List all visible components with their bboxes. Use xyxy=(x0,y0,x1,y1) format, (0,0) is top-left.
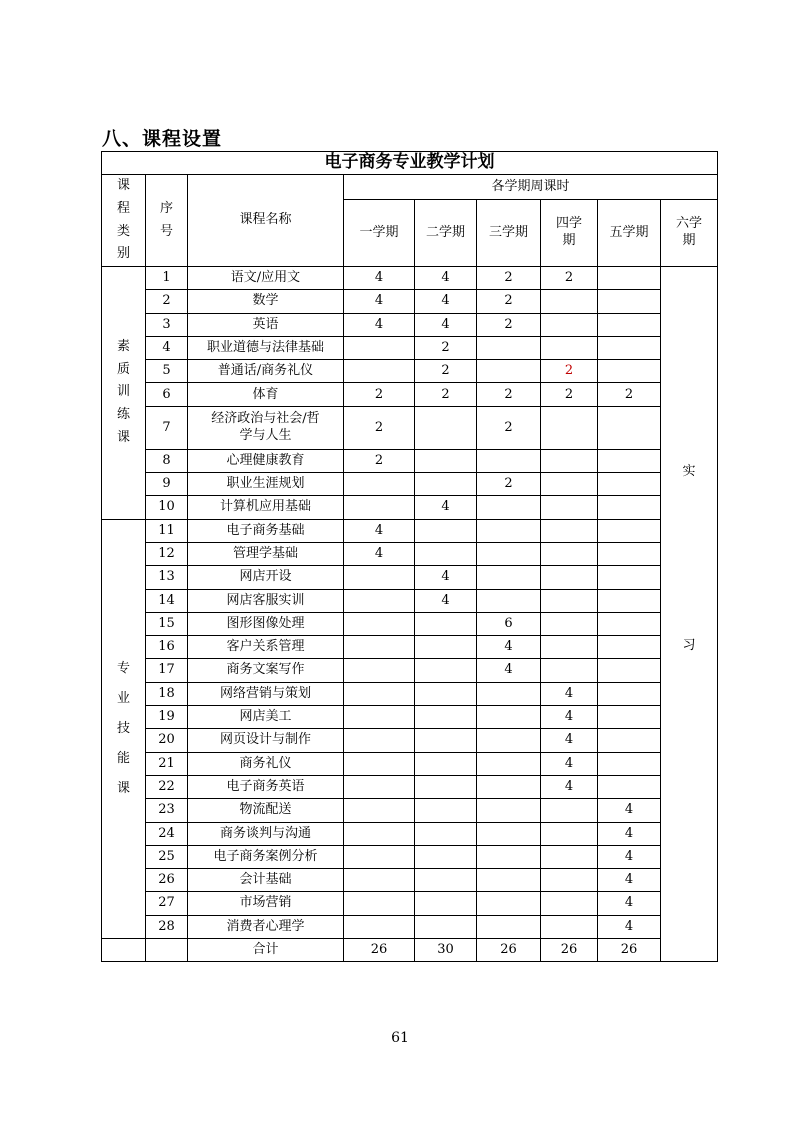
course-name: 管理学基础 xyxy=(188,542,344,565)
hours-semester-5 xyxy=(598,636,661,659)
hours-semester-4 xyxy=(541,799,598,822)
row-number: 6 xyxy=(146,383,188,406)
hours-semester-2 xyxy=(415,659,477,682)
row-number: 20 xyxy=(146,729,188,752)
total-semester-3: 26 xyxy=(477,939,541,962)
hours-semester-5 xyxy=(598,406,661,449)
total-label: 合计 xyxy=(188,939,344,962)
total-semester-1: 26 xyxy=(344,939,415,962)
hours-semester-3 xyxy=(477,775,541,798)
hours-semester-3 xyxy=(477,752,541,775)
hours-semester-5 xyxy=(598,336,661,359)
internship-label-bottom: 习 xyxy=(682,637,696,653)
table-row xyxy=(102,752,718,775)
course-name: 网店开设 xyxy=(188,566,344,589)
hours-semester-5: 4 xyxy=(598,915,661,938)
total-empty-index xyxy=(146,939,188,962)
hours-semester-4 xyxy=(541,496,598,519)
course-name: 经济政治与社会/哲学与人生 xyxy=(188,406,344,449)
hours-semester-1: 4 xyxy=(344,542,415,565)
table-row xyxy=(102,313,718,336)
row-number: 25 xyxy=(146,845,188,868)
table-row xyxy=(102,869,718,892)
hours-semester-1: 4 xyxy=(344,267,415,290)
course-name: 电子商务案例分析 xyxy=(188,845,344,868)
hours-semester-1: 2 xyxy=(344,449,415,472)
hours-semester-5 xyxy=(598,729,661,752)
hours-semester-2 xyxy=(415,682,477,705)
hours-semester-1 xyxy=(344,799,415,822)
course-name: 商务文案写作 xyxy=(188,659,344,682)
row-number: 2 xyxy=(146,290,188,313)
row-number: 4 xyxy=(146,336,188,359)
hours-semester-5: 4 xyxy=(598,869,661,892)
table-row xyxy=(102,336,718,359)
table-row xyxy=(102,706,718,729)
teaching-plan-table xyxy=(101,151,718,962)
table-row xyxy=(102,383,718,406)
hours-semester-3 xyxy=(477,706,541,729)
hours-semester-5: 4 xyxy=(598,799,661,822)
hours-semester-1 xyxy=(344,612,415,635)
total-empty-category xyxy=(102,939,146,962)
table-row xyxy=(102,612,718,635)
hours-semester-1 xyxy=(344,752,415,775)
hours-semester-4: 4 xyxy=(541,775,598,798)
hours-semester-3 xyxy=(477,799,541,822)
hours-semester-1 xyxy=(344,566,415,589)
hours-semester-2: 4 xyxy=(415,313,477,336)
table-row xyxy=(102,496,718,519)
row-number: 22 xyxy=(146,775,188,798)
total-semester-2: 30 xyxy=(415,939,477,962)
course-name: 网页设计与制作 xyxy=(188,729,344,752)
hours-semester-2 xyxy=(415,869,477,892)
hours-semester-3 xyxy=(477,496,541,519)
hours-semester-5: 4 xyxy=(598,822,661,845)
header-semester-4: 四学期 xyxy=(541,199,598,266)
table-row xyxy=(102,542,718,565)
course-name: 计算机应用基础 xyxy=(188,496,344,519)
row-number: 21 xyxy=(146,752,188,775)
hours-semester-2 xyxy=(415,519,477,542)
course-name: 消费者心理学 xyxy=(188,915,344,938)
table-row xyxy=(102,636,718,659)
hours-semester-3: 4 xyxy=(477,636,541,659)
row-number: 11 xyxy=(146,519,188,542)
hours-semester-4 xyxy=(541,659,598,682)
hours-semester-4 xyxy=(541,542,598,565)
hours-semester-2 xyxy=(415,892,477,915)
hours-semester-5: 2 xyxy=(598,383,661,406)
total-semester-5: 26 xyxy=(598,939,661,962)
hours-semester-3 xyxy=(477,845,541,868)
hours-semester-1 xyxy=(344,869,415,892)
hours-semester-1: 4 xyxy=(344,519,415,542)
hours-semester-2 xyxy=(415,799,477,822)
hours-semester-5 xyxy=(598,290,661,313)
hours-semester-4: 2 xyxy=(541,267,598,290)
row-number: 18 xyxy=(146,682,188,705)
hours-semester-1 xyxy=(344,360,415,383)
hours-semester-1: 4 xyxy=(344,313,415,336)
hours-semester-5 xyxy=(598,775,661,798)
hours-semester-3 xyxy=(477,915,541,938)
hours-semester-2 xyxy=(415,729,477,752)
hours-semester-1 xyxy=(344,775,415,798)
course-name: 商务谈判与沟通 xyxy=(188,822,344,845)
hours-semester-4 xyxy=(541,473,598,496)
table-row xyxy=(102,519,718,542)
header-semester-2: 二学期 xyxy=(415,199,477,266)
hours-semester-2 xyxy=(415,406,477,449)
hours-semester-5 xyxy=(598,313,661,336)
hours-semester-2 xyxy=(415,636,477,659)
hours-semester-3 xyxy=(477,729,541,752)
hours-semester-4: 4 xyxy=(541,752,598,775)
hours-semester-4 xyxy=(541,822,598,845)
course-name: 数学 xyxy=(188,290,344,313)
table-row xyxy=(102,290,718,313)
hours-semester-3 xyxy=(477,589,541,612)
hours-semester-5 xyxy=(598,519,661,542)
hours-semester-3 xyxy=(477,542,541,565)
hours-semester-1 xyxy=(344,659,415,682)
hours-semester-3 xyxy=(477,822,541,845)
table-row xyxy=(102,892,718,915)
table-row xyxy=(102,449,718,472)
hours-semester-4 xyxy=(541,845,598,868)
hours-semester-4 xyxy=(541,566,598,589)
hours-semester-3 xyxy=(477,519,541,542)
header-course-name: 课程名称 xyxy=(188,175,344,267)
hours-semester-5 xyxy=(598,473,661,496)
hours-semester-4 xyxy=(541,636,598,659)
hours-semester-5 xyxy=(598,682,661,705)
row-number: 10 xyxy=(146,496,188,519)
hours-semester-1 xyxy=(344,636,415,659)
hours-semester-2 xyxy=(415,612,477,635)
header-semester-6: 六学期 xyxy=(661,199,718,266)
table-row xyxy=(102,845,718,868)
hours-semester-2 xyxy=(415,449,477,472)
hours-semester-5 xyxy=(598,589,661,612)
hours-semester-5 xyxy=(598,267,661,290)
row-number: 27 xyxy=(146,892,188,915)
hours-semester-4: 4 xyxy=(541,706,598,729)
row-number: 8 xyxy=(146,449,188,472)
row-number: 7 xyxy=(146,406,188,449)
course-name: 英语 xyxy=(188,313,344,336)
hours-semester-3: 6 xyxy=(477,612,541,635)
hours-semester-2 xyxy=(415,542,477,565)
header-semester-1: 一学期 xyxy=(344,199,415,266)
hours-semester-1 xyxy=(344,682,415,705)
row-number: 23 xyxy=(146,799,188,822)
hours-semester-2: 4 xyxy=(415,566,477,589)
hours-semester-3: 2 xyxy=(477,406,541,449)
course-name: 网店美工 xyxy=(188,706,344,729)
hours-semester-5: 4 xyxy=(598,845,661,868)
hours-semester-2: 2 xyxy=(415,383,477,406)
header-index: 序号 xyxy=(146,175,188,267)
course-name: 会计基础 xyxy=(188,869,344,892)
row-number: 12 xyxy=(146,542,188,565)
hours-semester-2 xyxy=(415,822,477,845)
hours-semester-3: 2 xyxy=(477,473,541,496)
hours-semester-4: 4 xyxy=(541,729,598,752)
row-number: 24 xyxy=(146,822,188,845)
hours-semester-4 xyxy=(541,449,598,472)
total-row xyxy=(102,939,718,962)
course-name: 体育 xyxy=(188,383,344,406)
hours-semester-1 xyxy=(344,892,415,915)
hours-semester-5 xyxy=(598,542,661,565)
hours-semester-4 xyxy=(541,519,598,542)
hours-semester-3 xyxy=(477,360,541,383)
hours-semester-2 xyxy=(415,706,477,729)
hours-semester-5 xyxy=(598,706,661,729)
hours-semester-1 xyxy=(344,589,415,612)
row-number: 13 xyxy=(146,566,188,589)
course-name: 物流配送 xyxy=(188,799,344,822)
course-name: 客户关系管理 xyxy=(188,636,344,659)
header-semester-5: 五学期 xyxy=(598,199,661,266)
hours-semester-4: 2 xyxy=(541,360,598,383)
table-row xyxy=(102,406,718,449)
hours-semester-5 xyxy=(598,612,661,635)
row-number: 16 xyxy=(146,636,188,659)
hours-semester-4 xyxy=(541,915,598,938)
table-row xyxy=(102,589,718,612)
header-category: 课程类别 xyxy=(102,175,146,267)
hours-semester-3 xyxy=(477,336,541,359)
course-name: 职业生涯规划 xyxy=(188,473,344,496)
hours-semester-2 xyxy=(415,845,477,868)
hours-semester-3 xyxy=(477,869,541,892)
hours-semester-2: 2 xyxy=(415,360,477,383)
hours-semester-4 xyxy=(541,589,598,612)
hours-semester-2 xyxy=(415,775,477,798)
table-row xyxy=(102,566,718,589)
table-row xyxy=(102,775,718,798)
hours-semester-5 xyxy=(598,496,661,519)
hours-semester-3 xyxy=(477,449,541,472)
hours-semester-5 xyxy=(598,659,661,682)
hours-semester-4 xyxy=(541,313,598,336)
hours-semester-3: 2 xyxy=(477,267,541,290)
category-quality: 素质训练课 xyxy=(102,267,146,520)
course-name: 普通话/商务礼仪 xyxy=(188,360,344,383)
row-number: 5 xyxy=(146,360,188,383)
header-semester-3: 三学期 xyxy=(477,199,541,266)
hours-semester-2 xyxy=(415,915,477,938)
course-name: 商务礼仪 xyxy=(188,752,344,775)
row-number: 9 xyxy=(146,473,188,496)
table-row xyxy=(102,915,718,938)
hours-semester-1: 2 xyxy=(344,406,415,449)
table-row xyxy=(102,822,718,845)
hours-semester-1 xyxy=(344,822,415,845)
course-name: 网络营销与策划 xyxy=(188,682,344,705)
hours-semester-1 xyxy=(344,915,415,938)
table-row xyxy=(102,799,718,822)
table-row xyxy=(102,267,718,290)
hours-semester-2: 4 xyxy=(415,589,477,612)
hours-semester-3 xyxy=(477,566,541,589)
course-name: 市场营销 xyxy=(188,892,344,915)
hours-semester-1 xyxy=(344,336,415,359)
hours-semester-3 xyxy=(477,682,541,705)
hours-semester-1 xyxy=(344,845,415,868)
course-name: 图形图像处理 xyxy=(188,612,344,635)
hours-semester-5 xyxy=(598,360,661,383)
row-number: 26 xyxy=(146,869,188,892)
internship-cell xyxy=(661,267,718,962)
hours-semester-4 xyxy=(541,612,598,635)
hours-semester-2 xyxy=(415,752,477,775)
course-name: 语文/应用文 xyxy=(188,267,344,290)
row-number: 14 xyxy=(146,589,188,612)
row-number: 19 xyxy=(146,706,188,729)
header-weekly-hours: 各学期周课时 xyxy=(344,175,718,200)
table-row xyxy=(102,659,718,682)
row-number: 1 xyxy=(146,267,188,290)
course-name: 电子商务英语 xyxy=(188,775,344,798)
hours-semester-1 xyxy=(344,729,415,752)
hours-semester-3: 4 xyxy=(477,659,541,682)
course-name: 电子商务基础 xyxy=(188,519,344,542)
course-name: 心理健康教育 xyxy=(188,449,344,472)
total-semester-4: 26 xyxy=(541,939,598,962)
hours-semester-5 xyxy=(598,752,661,775)
hours-semester-3: 2 xyxy=(477,383,541,406)
hours-semester-4: 2 xyxy=(541,383,598,406)
hours-semester-2: 4 xyxy=(415,496,477,519)
hours-semester-4 xyxy=(541,290,598,313)
row-number: 28 xyxy=(146,915,188,938)
hours-semester-1: 2 xyxy=(344,383,415,406)
hours-semester-4: 4 xyxy=(541,682,598,705)
hours-semester-4 xyxy=(541,892,598,915)
hours-semester-4 xyxy=(541,336,598,359)
category-professional: 专业技能课 xyxy=(102,519,146,938)
hours-semester-2: 2 xyxy=(415,336,477,359)
hours-semester-5 xyxy=(598,449,661,472)
hours-semester-1 xyxy=(344,496,415,519)
hours-semester-5 xyxy=(598,566,661,589)
hours-semester-3: 2 xyxy=(477,313,541,336)
hours-semester-5: 4 xyxy=(598,892,661,915)
hours-semester-3 xyxy=(477,892,541,915)
hours-semester-2 xyxy=(415,473,477,496)
table-row xyxy=(102,729,718,752)
table-row xyxy=(102,473,718,496)
course-name: 网店客服实训 xyxy=(188,589,344,612)
hours-semester-1: 4 xyxy=(344,290,415,313)
table-row xyxy=(102,360,718,383)
hours-semester-2: 4 xyxy=(415,267,477,290)
row-number: 15 xyxy=(146,612,188,635)
row-number: 17 xyxy=(146,659,188,682)
hours-semester-3: 2 xyxy=(477,290,541,313)
hours-semester-1 xyxy=(344,706,415,729)
table-title: 电子商务专业教学计划 xyxy=(102,152,718,175)
section-heading: 八、课程设置 xyxy=(102,128,223,150)
hours-semester-1 xyxy=(344,473,415,496)
page-number: 61 xyxy=(391,1030,409,1046)
internship-label-top: 实 xyxy=(682,464,696,480)
table-row xyxy=(102,682,718,705)
hours-semester-2: 4 xyxy=(415,290,477,313)
hours-semester-4 xyxy=(541,406,598,449)
course-name: 职业道德与法律基础 xyxy=(188,336,344,359)
hours-semester-4 xyxy=(541,869,598,892)
row-number: 3 xyxy=(146,313,188,336)
